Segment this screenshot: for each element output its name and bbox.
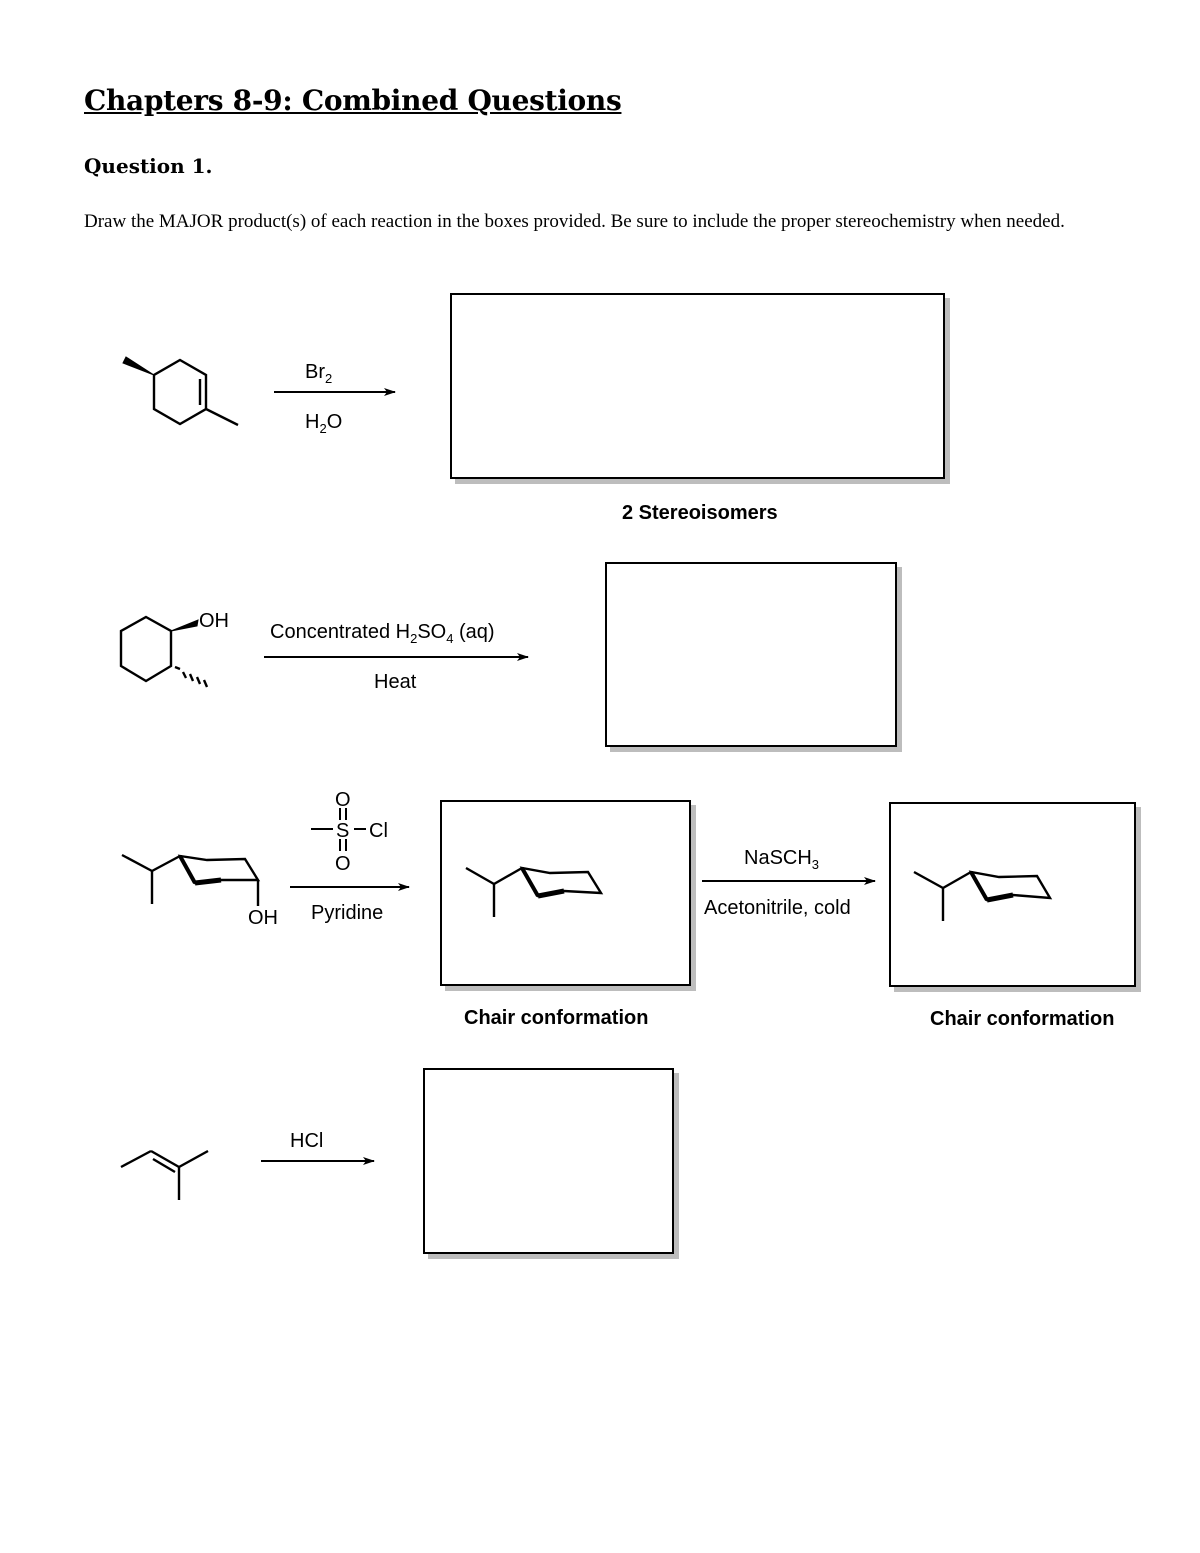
- reactant-2-structure: [121, 617, 207, 687]
- sulfonyl-sulfur: S: [336, 820, 350, 842]
- box-3a-caption: Chair conformation: [464, 1007, 649, 1029]
- page-title: Chapters 8-9: Combined Questions: [84, 84, 622, 117]
- question-heading: Question 1.: [84, 154, 213, 178]
- chair-template-3b: [914, 872, 1050, 921]
- reaction-3b-reagent-below: Acetonitrile, cold: [704, 897, 851, 919]
- box-1-caption: 2 Stereoisomers: [622, 502, 778, 524]
- reaction-2-reagent-above: Concentrated $H_2SO_4$ (aq): [270, 621, 495, 646]
- sulfonyl-oxygen-top: O: [335, 789, 351, 811]
- reaction-3-reagent-below: Pyridine: [311, 902, 384, 924]
- reaction-4-reagent-above: HCl: [290, 1130, 324, 1152]
- reactant-3-structure: [122, 855, 258, 906]
- reactant-3-oh-label: OH: [248, 907, 278, 929]
- reaction-2-reagent-below: Heat: [374, 671, 417, 693]
- reaction-3b-reagent-above: NaSCH$_3$: [744, 847, 820, 872]
- box-3b-caption: Chair conformation: [930, 1008, 1115, 1030]
- sulfonyl-oxygen-bottom: O: [335, 853, 351, 875]
- chair-template-3a: [466, 868, 601, 917]
- reactant-1-structure: [123, 357, 238, 425]
- reaction-1-reagent-above: $Br_2$: [305, 361, 333, 386]
- reaction-1-reagent-below: $H_2O$: [305, 411, 343, 436]
- reactant-4-structure: [121, 1151, 208, 1200]
- reactant-2-oh-label: OH: [199, 610, 229, 632]
- instructions-text: Draw the MAJOR product(s) of each reaction in the boxes provided. Be sure to include the proper stereochemistry when needed.: [84, 211, 1065, 232]
- sulfonyl-chlorine: Cl: [369, 820, 388, 842]
